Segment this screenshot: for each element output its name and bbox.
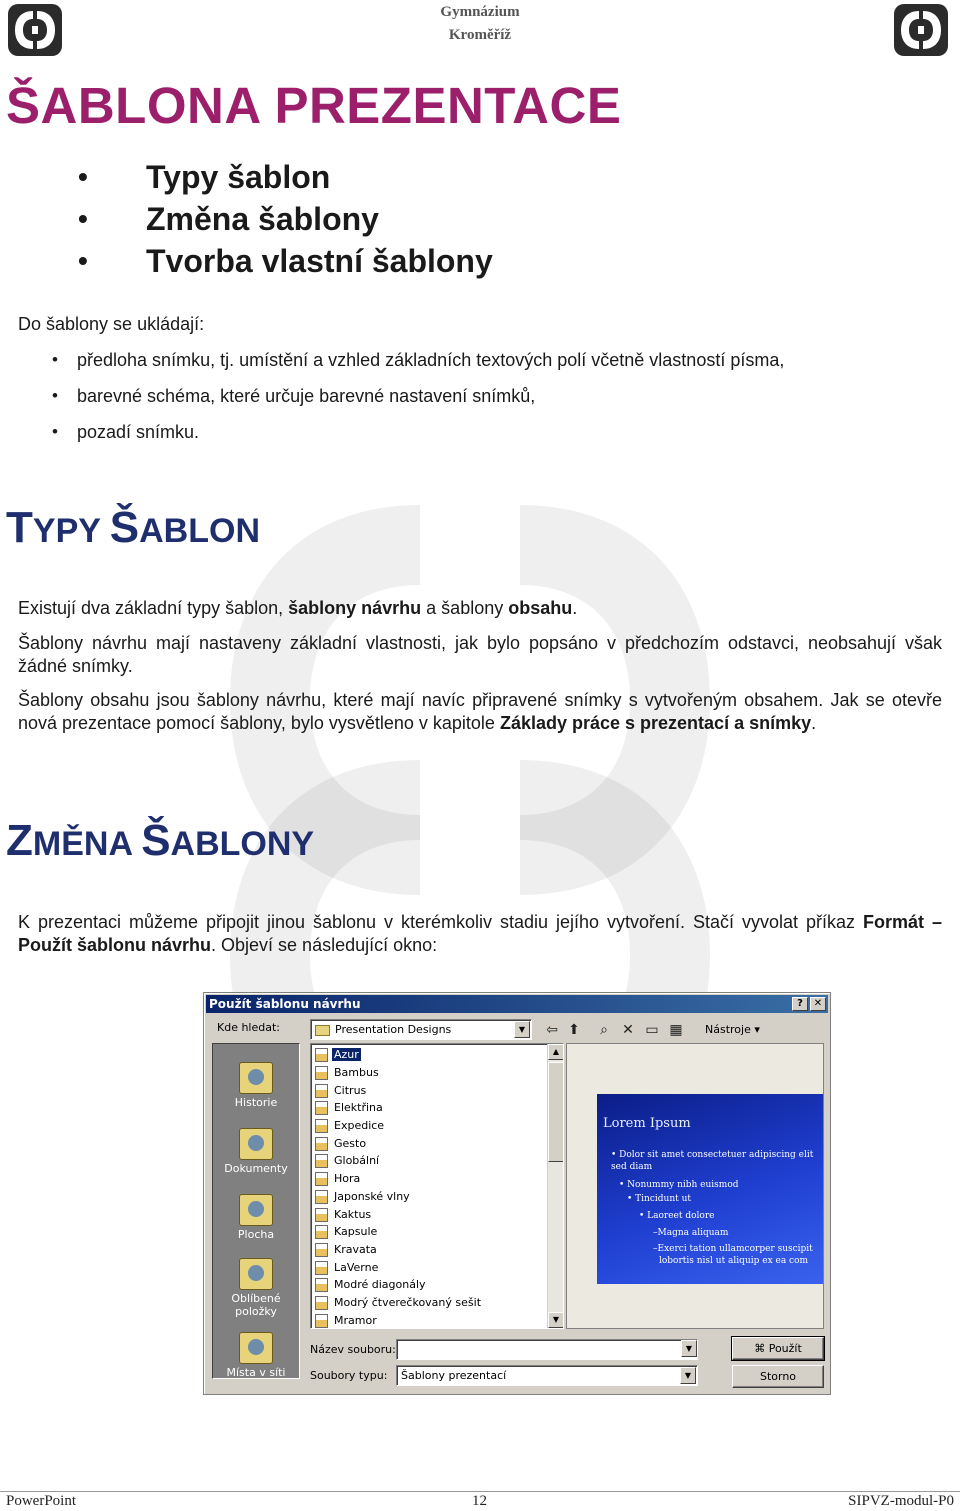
list-item: • pozadí snímku.: [52, 419, 784, 455]
scroll-up-icon[interactable]: ▲: [548, 1044, 564, 1060]
list-item[interactable]: Expedice: [315, 1117, 386, 1134]
cancel-button[interactable]: Storno: [732, 1365, 824, 1388]
template-file-icon: [315, 1066, 328, 1080]
help-button[interactable]: ?: [792, 997, 808, 1011]
look-in-select[interactable]: Presentation Designs ▼: [310, 1019, 532, 1040]
tools-menu[interactable]: Nástroje ▾: [705, 1023, 760, 1036]
list-item[interactable]: Modrý čtverečkovaný sešit: [315, 1294, 483, 1311]
preview-slide-line: –Exerci tation ullamcorper suscipit: [653, 1244, 813, 1254]
footer-right: SIPVZ-modul-P0: [848, 1493, 954, 1509]
list-item[interactable]: Kapsule: [315, 1223, 379, 1240]
history-icon: [239, 1062, 273, 1094]
template-file-icon: [315, 1101, 328, 1115]
template-file-icon: [315, 1261, 328, 1275]
filetype-label: Soubory typu:: [310, 1369, 388, 1382]
page-number: 12: [472, 1493, 487, 1509]
list-item[interactable]: Elektřina: [315, 1099, 385, 1116]
template-file-icon: [315, 1243, 328, 1257]
scroll-thumb[interactable]: [548, 1062, 564, 1162]
documents-icon: [239, 1128, 273, 1160]
types-paragraph-3: Šablony obsahu jsou šablony návrhu, které mají navíc připravené snímky s vytvořeným obsahem. Jak se otevře nová prezentace pomocí šablony, bylo vysvětleno v kapitole Základy práce s prezentací a snímky.: [18, 690, 942, 733]
list-item: • barevné schéma, které určuje barevné nastavení snímků,: [52, 383, 784, 419]
list-item[interactable]: Hora: [315, 1170, 362, 1187]
preview-slide-line: sed diam: [611, 1162, 653, 1172]
filename-dropdown[interactable]: [396, 1339, 698, 1360]
preview-slide-line: • Dolor sit amet consectetuer adipiscing elit: [611, 1150, 814, 1160]
list-item: • předloha snímku, tj. umístění a vzhled základních textových polí včetně vlastností písma,: [52, 347, 784, 383]
template-file-icon: [315, 1154, 328, 1168]
template-file-icon: [315, 1119, 328, 1133]
places-favorites[interactable]: Oblíbené položky: [213, 1258, 299, 1318]
folder-icon: [315, 1025, 330, 1036]
section-heading-types: TYPY ŠABLON: [6, 503, 261, 552]
look-in-label: Kde hledat:: [217, 1021, 280, 1034]
template-file-icon: [315, 1208, 328, 1222]
template-file-icon: [315, 1296, 328, 1310]
section-heading-change: ZMĚNA ŠABLONY: [6, 816, 315, 865]
school-logo-right: [894, 4, 948, 56]
list-item[interactable]: Gesto: [315, 1135, 368, 1152]
template-file-icon: [315, 1278, 328, 1292]
search-web-icon[interactable]: ⌕: [600, 1022, 608, 1038]
types-paragraph-2: Šablony návrhu mají nastaveny základní vlastnosti, jak bylo popsáno v předchozím odstavci, neobsahují však žádné snímky.: [18, 633, 942, 676]
footer-left: PowerPoint: [6, 1493, 77, 1509]
preview-slide-line: –Magna aliquam: [653, 1228, 729, 1238]
dialog-title: Použít šablonu návrhu: [209, 997, 361, 1011]
scroll-down-icon[interactable]: ▼: [548, 1312, 564, 1328]
footer-divider: [0, 1491, 960, 1492]
apply-icon: ⌘: [754, 1342, 769, 1355]
delete-icon[interactable]: ✕: [622, 1022, 634, 1038]
dialog-titlebar: [206, 995, 828, 1013]
places-history[interactable]: Historie: [213, 1062, 299, 1109]
desktop-icon: [239, 1194, 273, 1226]
topic-list: [78, 156, 493, 282]
preview-slide-line: • Nonummy nibh euismod: [619, 1180, 739, 1190]
topic-item: • Tvorba vlastní šablony: [78, 243, 493, 279]
places-documents[interactable]: Dokumenty: [213, 1128, 299, 1175]
template-file-icon: [315, 1190, 328, 1204]
change-paragraph: K prezentaci můžeme připojit jinou šablonu v kterémkoliv stadiu jejího vytvoření. Stačí vyvolat příkaz Formát – Použít šablonu návrhu. Objeví se následující okno:: [18, 912, 942, 955]
types-paragraph-1: Existují dva základní typy šablon, šablony návrhu a šablony obsahu.: [18, 598, 578, 618]
up-folder-icon[interactable]: ⬆: [568, 1022, 580, 1038]
template-file-icon: [315, 1084, 328, 1098]
list-item[interactable]: Mramor: [315, 1312, 379, 1329]
topic-item: • Změna šablony: [78, 201, 379, 237]
preview-slide-line: lobortis nisl ut aliquip ex ea com: [659, 1256, 809, 1266]
new-folder-icon[interactable]: ▭: [645, 1022, 659, 1038]
preview-slide-line: • Laoreet dolore: [639, 1211, 715, 1221]
list-item[interactable]: Globální: [315, 1152, 381, 1169]
school-town: Kroměříž: [448, 27, 512, 43]
favorites-icon: [239, 1258, 273, 1290]
close-button[interactable]: ✕: [810, 997, 826, 1011]
template-file-icon: [315, 1172, 328, 1186]
page-title: ŠABLONA PREZENTACE: [6, 77, 622, 134]
intro-text: Do šablony se ukládají:: [18, 314, 205, 334]
template-file-icon: [315, 1314, 328, 1328]
list-item[interactable]: LaVerne: [315, 1259, 380, 1276]
apply-design-template-dialog: [203, 992, 831, 1395]
template-file-icon: [315, 1225, 328, 1239]
list-item[interactable]: Bambus: [315, 1064, 381, 1081]
places-bar: [212, 1043, 300, 1379]
template-file-icon: [315, 1137, 328, 1151]
school-name: Gymnázium: [440, 4, 520, 20]
list-item[interactable]: Modré diagonály: [315, 1276, 428, 1293]
places-desktop[interactable]: Plocha: [213, 1194, 299, 1241]
topic-item: • Typy šablon: [78, 159, 331, 195]
intro-list: [52, 347, 784, 455]
preview-slide-line: • Tincidunt ut: [627, 1194, 692, 1204]
file-list-scrollbar[interactable]: [547, 1044, 563, 1328]
chevron-down-icon[interactable]: ▼: [514, 1021, 530, 1038]
preview-slide: [597, 1094, 823, 1284]
list-item[interactable]: Kravata: [315, 1241, 379, 1258]
list-item[interactable]: Citrus: [315, 1082, 368, 1099]
filetype-select[interactable]: Šablony prezentací ▼: [396, 1365, 698, 1386]
list-item[interactable]: Azur: [315, 1046, 361, 1063]
filename-label: Název souboru:: [310, 1343, 396, 1356]
views-icon[interactable]: ▦: [669, 1022, 683, 1038]
preview-slide-title: Lorem Ipsum: [603, 1116, 691, 1131]
template-file-icon: [315, 1048, 328, 1062]
chevron-down-icon[interactable]: ▼: [680, 1367, 696, 1384]
list-item[interactable]: Japonské vlny: [315, 1188, 412, 1205]
apply-button[interactable]: ⌘ Použít: [732, 1337, 824, 1360]
chevron-down-icon[interactable]: ▼: [681, 1340, 697, 1357]
list-item[interactable]: Kaktus: [315, 1206, 373, 1223]
template-preview: [566, 1043, 824, 1329]
file-list[interactable]: [310, 1043, 564, 1329]
back-icon[interactable]: ⇦: [546, 1022, 558, 1038]
network-icon: [239, 1332, 273, 1364]
places-network[interactable]: Místa v síti: [213, 1332, 299, 1379]
